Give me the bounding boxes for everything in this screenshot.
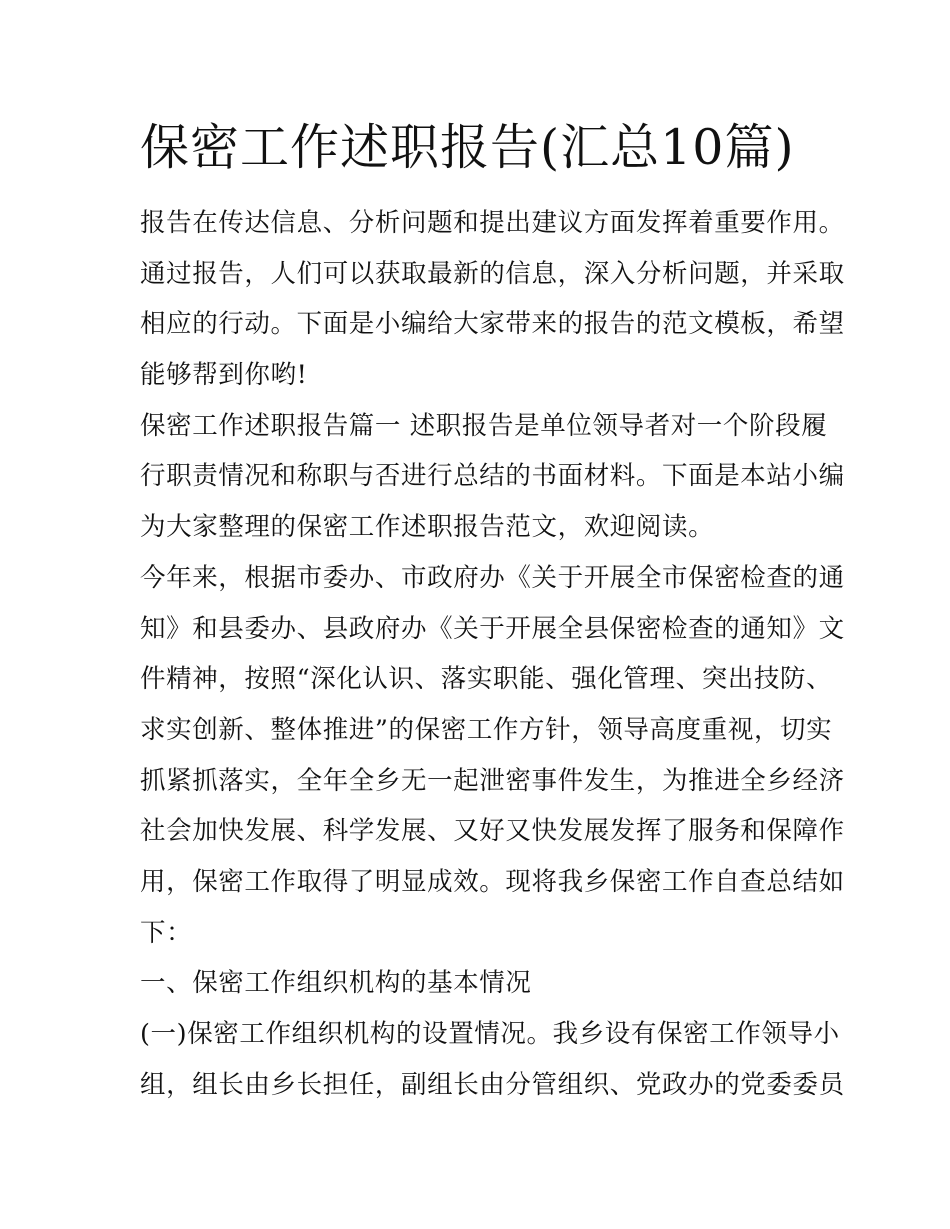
text-line: 相应的行动。下面是小编给大家带来的报告的范文模板，希望 bbox=[140, 309, 845, 340]
document-body bbox=[140, 203, 845, 1115]
section-heading: 一、保密工作组织机构的基本情况 bbox=[140, 968, 532, 999]
text-line: 今年来，根据市委办、市政府办《关于开展全市保密检查的通 bbox=[140, 562, 845, 593]
text-line: 为大家整理的保密工作述职报告范文，欢迎阅读。 bbox=[140, 512, 715, 543]
text-line: 能够帮到你哟! bbox=[140, 360, 308, 391]
text-line: 组，组长由乡长担任，副组长由分管组织、党政办的党委委员 bbox=[140, 1069, 845, 1100]
text-line: (一)保密工作组织机构的设置情况。我乡设有保密工作领导小 bbox=[140, 1019, 840, 1049]
text-line: 报告在传达信息、分析问题和提出建议方面发挥着重要作用。 bbox=[140, 208, 845, 238]
text-line: 行职责情况和称职与否进行总结的书面材料。下面是本站小编 bbox=[140, 461, 845, 492]
text-line: 求实创新、整体推进”的保密工作方针，领导高度重视，切实 bbox=[140, 714, 833, 745]
text-line: 件精神，按照“深化认识、落实职能、强化管理、突出技防、 bbox=[140, 664, 833, 695]
text-line: 抓紧抓落实，全年全乡无一起泄密事件发生，为推进全乡经济 bbox=[140, 765, 845, 796]
text-line: 社会加快发展、科学发展、又好又快发展发挥了服务和保障作 bbox=[140, 816, 845, 847]
text-line: 保密工作述职报告篇一 述职报告是单位领导者对一个阶段履 bbox=[140, 410, 828, 441]
text-line: 知》和县委办、县政府办《关于开展全县保密检查的通知》文 bbox=[140, 613, 845, 644]
text-line: 通过报告，人们可以获取最新的信息，深入分析问题，并采取 bbox=[140, 258, 845, 289]
text-line: 用，保密工作取得了明显成效。现将我乡保密工作自查总结如 bbox=[140, 866, 845, 897]
text-line: 下： bbox=[140, 917, 193, 948]
document-title: 保密工作述职报告(汇总10篇) bbox=[140, 119, 795, 176]
